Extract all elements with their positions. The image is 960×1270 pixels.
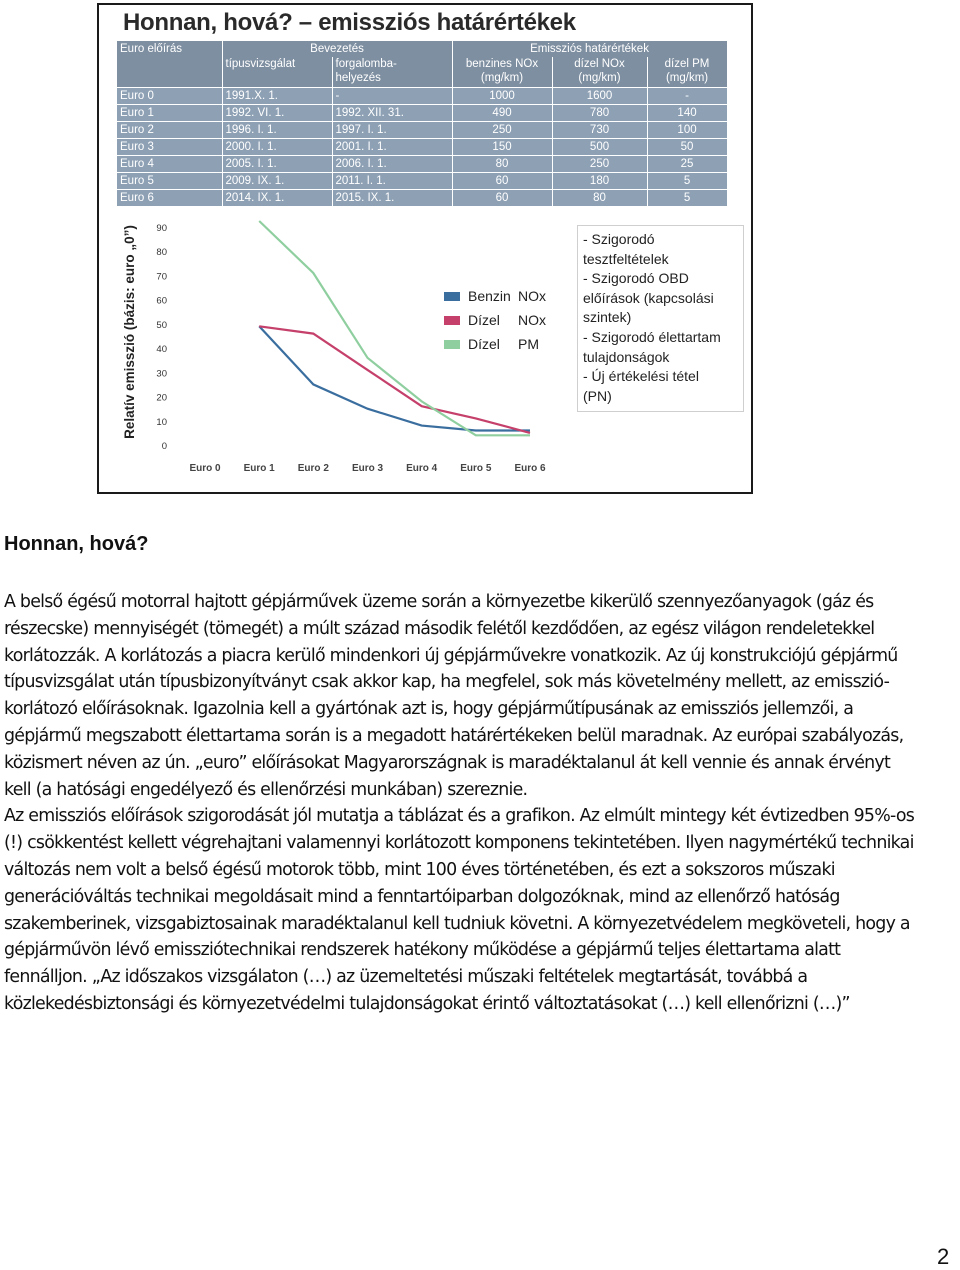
table-cell: 5 [647, 172, 727, 189]
header-intro: Bevezetés [222, 41, 452, 57]
column-header: benzines NOx (mg/km) [452, 57, 552, 87]
x-tick-label: Euro 0 [189, 463, 221, 474]
column-header: dízel NOx (mg/km) [552, 57, 647, 87]
notes-box [577, 225, 744, 412]
table-cell: 25 [647, 155, 727, 172]
table-cell: 2000. I. 1. [222, 138, 332, 155]
table-row [117, 189, 727, 206]
note-line: előírások (kapcsolási [583, 289, 714, 306]
x-tick-label: Euro 2 [297, 463, 329, 474]
table-row [117, 104, 727, 121]
table-cell: - [332, 87, 452, 104]
table-cell: 180 [552, 172, 647, 189]
section-heading: Honnan, hová? [4, 533, 149, 555]
table-cell: 1992. XII. 31. [332, 104, 452, 121]
table-cell: 2014. IX. 1. [222, 189, 332, 206]
legend-label: Dízel [468, 336, 500, 352]
table-cell: 2011. I. 1. [332, 172, 452, 189]
body-text [4, 589, 919, 1018]
note-line: - Szigorodó OBD [583, 270, 689, 287]
y-tick-label: 50 [156, 319, 167, 331]
table-row [117, 155, 727, 172]
table-cell: 1996. I. 1. [222, 121, 332, 138]
table-cell: 490 [452, 104, 552, 121]
table-cell: 1997. I. 1. [332, 121, 452, 138]
table-row [117, 138, 727, 155]
x-tick-label: Euro 4 [406, 463, 438, 474]
column-header: típusvizsgálat [222, 57, 332, 87]
table-cell: Euro 2 [117, 121, 222, 138]
y-tick-label: 10 [156, 416, 167, 428]
y-tick-label: 0 [161, 441, 167, 452]
legend-swatch [444, 292, 460, 301]
x-tick-label: Euro 1 [243, 463, 275, 474]
note-line: - Szigorodó [583, 231, 655, 247]
table-cell: 2005. I. 1. [222, 155, 332, 172]
x-tick-label: Euro 6 [514, 463, 546, 474]
table-cell: Euro 0 [117, 87, 222, 104]
table-cell: Euro 6 [117, 189, 222, 206]
y-tick-label: 20 [156, 392, 167, 404]
table-cell: Euro 4 [117, 155, 222, 172]
column-header: forgalomba- helyezés [332, 57, 452, 87]
legend-label: NOx [518, 312, 546, 328]
table-cell: 1600 [552, 87, 647, 104]
table-cell: 150 [452, 138, 552, 155]
table-row [117, 172, 727, 189]
legend-label: NOx [518, 288, 546, 304]
legend-label: Benzin [468, 288, 511, 304]
y-tick-label: 70 [156, 271, 167, 283]
x-tick-label: Euro 3 [351, 463, 384, 474]
legend-swatch [444, 340, 460, 349]
table-row [117, 121, 727, 138]
table-cell: 2015. IX. 1. [332, 189, 452, 206]
table-cell: 1991.X. 1. [222, 87, 332, 104]
table-cell: 140 [647, 104, 727, 121]
note-line: - Szigorodó élettartam [583, 328, 721, 345]
table-cell: 100 [647, 121, 727, 138]
legend-swatch [444, 316, 460, 325]
table-cell: 780 [552, 104, 647, 121]
y-tick-label: 60 [156, 295, 167, 307]
y-axis-title: Relatív emisszió (bázis: euro „0”) [122, 225, 137, 439]
figure-title: Honnan, hová? – emissziós határértékek [123, 9, 576, 36]
y-tick-label: 40 [156, 344, 167, 356]
note-line: szintek) [583, 309, 632, 326]
note-line: tulajdonságok [583, 348, 670, 365]
table-cell: 2001. I. 1. [332, 138, 452, 155]
header-blank [117, 57, 222, 87]
legend-label: Dízel [468, 312, 500, 328]
table-cell: 250 [552, 155, 647, 172]
table-cell: 730 [552, 121, 647, 138]
page-number: 2 [937, 1244, 950, 1269]
legend-label: PM [518, 336, 539, 352]
header-limits: Emissziós határértékek [452, 41, 727, 57]
table-cell: 5 [647, 189, 727, 206]
table-cell: 250 [452, 121, 552, 138]
table-cell: 1992. VI. 1. [222, 104, 332, 121]
table-cell: Euro 3 [117, 138, 222, 155]
y-tick-label: 90 [156, 223, 167, 234]
x-tick-label: Euro 5 [460, 463, 492, 474]
table-cell: 50 [647, 138, 727, 155]
paragraph: Az emissziós előírások szigorodását jól mutatja a táblázat és a grafikon. Az elmúlt mintegy két évtizedben 95%-os (!) csökkentést kellett végrehajtani valamennyi korlátozott komponens tekintetében. Ilyen nagymértékű technikai változás nem volt a belső égésű motorok több, mint 100 éves történetében, és ezt a sokszoros műszaki generációváltás technikai megoldásait mind a fenntartóiparban dolgozóknak, mind az ellenőrző hatóság szakemberinek, vizsgabiztosainak maradéktalanul kell tudniuk követni. A környezetvédelem megköveteli, hogy a gépjárművön lévő emissziótechnikai rendszerek hatékony működése a gépjármű teljes élettartama alatt fennálljon. „Az időszakos vizsgálaton (…) az üzemeltetési műszaki feltételek megtartását, továbbá a közlekedésbiztonsági és környezetvédelmi tulajdonságokat érintő változtatásokat (…) kell ellenőrizni (…)” [4, 806, 915, 1014]
y-tick-label: 80 [156, 247, 167, 259]
table-cell: 60 [452, 189, 552, 206]
table-cell: 80 [452, 155, 552, 172]
table-cell: 2009. IX. 1. [222, 172, 332, 189]
note-line: - Új értékelési tétel [583, 368, 699, 385]
table-row [117, 87, 727, 104]
table-cell: Euro 5 [117, 172, 222, 189]
header-euro: Euro előírás [117, 41, 222, 57]
column-header: dízel PM (mg/km) [647, 57, 727, 87]
emission-limits-table [117, 41, 728, 206]
y-tick-label: 30 [156, 368, 167, 380]
note-line: (PN) [583, 387, 612, 404]
table-cell: 2006. I. 1. [332, 155, 452, 172]
series-line-dízel-pm [259, 221, 530, 435]
paragraph: A belső égésű motorral hajtott gépjárművek üzeme során a környezetbe kikerülő szennyezőanyagok (gáz és részecske) mennyiségét (tömegét) a múlt század második felétől kezdődően, az egész világon rendeletekkel korlátozzák. A korlátozás a piacra kerülő mindenkori új gépjárművekre vonatkozik. Az új konstrukciójú gépjármű típusvizsgálat után típusbizonyítványt csak akkor kap, ha megfelel, sok más követelmény mellett, az emisszió-korlátozó előírásoknak. Igazolnia kell a gyártónak azt is, hogy gépjárműtípusának az emissziós jellemzői, a gépjármű megszabott élettartama során is a megadott határértékeken belül maradnak. Az európai szabályozás, közismert néven az ún. „euro” előírásokat Magyarországnak is maradéktalanul át kell vennie és annak érvényt kell (a hatósági engedélyező és ellenőrzési munkában) szereznie. [4, 592, 904, 800]
table-body [117, 87, 727, 206]
table-cell: Euro 1 [117, 104, 222, 121]
table-cell: 60 [452, 172, 552, 189]
table-cell: 500 [552, 138, 647, 155]
note-line: tesztfeltételek [583, 250, 669, 267]
table-cell: 80 [552, 189, 647, 206]
emission-figure [97, 3, 753, 494]
table-cell: 1000 [452, 87, 552, 104]
table-cell: - [647, 87, 727, 104]
